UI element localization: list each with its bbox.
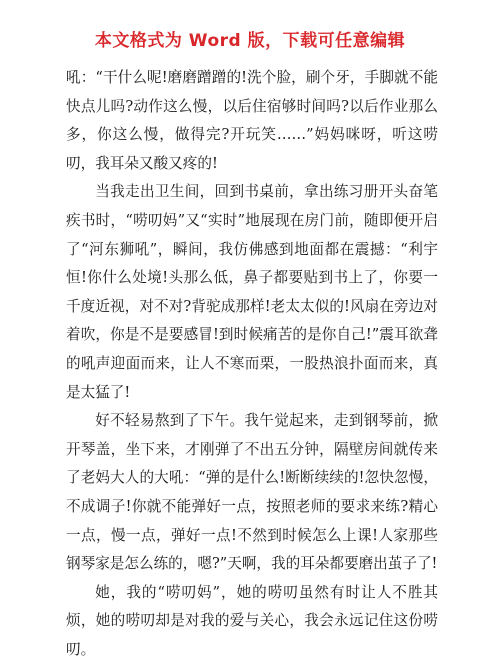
paragraph-2: 当我走出卫生间，回到书桌前，拿出练习册开头奋笔疾书时，“唠叨妈”又“实时”地展现在房门前，随即便开启了“河东狮吼”，瞬间，我仿佛感到地面都在震撼：“利宇恒!你什么处境!头那么低，鼻子都要贴到书上了，你要一千度近视，对不对?背驼成那样!老太太似的!风扇在旁边对着吹，你是不是要感冒!到时候痛苦的是你自己!”震耳欲聋的吼声迎面而来，让人不寒而栗，一股热浪扑面而来，真是太猛了! — [66, 183, 438, 401]
paragraph-1: 吼：“干什么呢!磨磨蹭蹭的!洗个脸，刷个牙，手脚就不能快点儿吗?动作这么慢，以后住宿够时间吗?以后作业那么多，你这么慢，做得完?开玩笑……”妈妈咪呀，听这唠叨，我耳朵又酸又疼的! — [66, 69, 438, 172]
paragraph-3: 好不轻易熬到了下午。我午觉起来，走到钢琴前，掀开琴盖，坐下来，才刚弹了不出五分钟，隔壁房间就传来了老妈大人的大吼：“弹的是什么!断断续续的!忽快忽慢，不成调子!你就不能弹好一点，按照老师的要求来练?精心一点，慢一点，弹好一点!不然到时候怎么上课!人家那些钢琴家是怎么练的，嗯?”天啊，我的耳朵都要磨出茧子了! — [66, 412, 438, 573]
paragraph-4: 她，我的“唠叨妈”，她的唠叨虽然有时让人不胜其烦，她的唠叨却是对我的爱与关心，我会永远记住这份唠叨。 — [66, 583, 438, 658]
document-body — [66, 64, 438, 664]
document-banner: 本文格式为 Word 版，下载可任意编辑 — [94, 31, 406, 51]
